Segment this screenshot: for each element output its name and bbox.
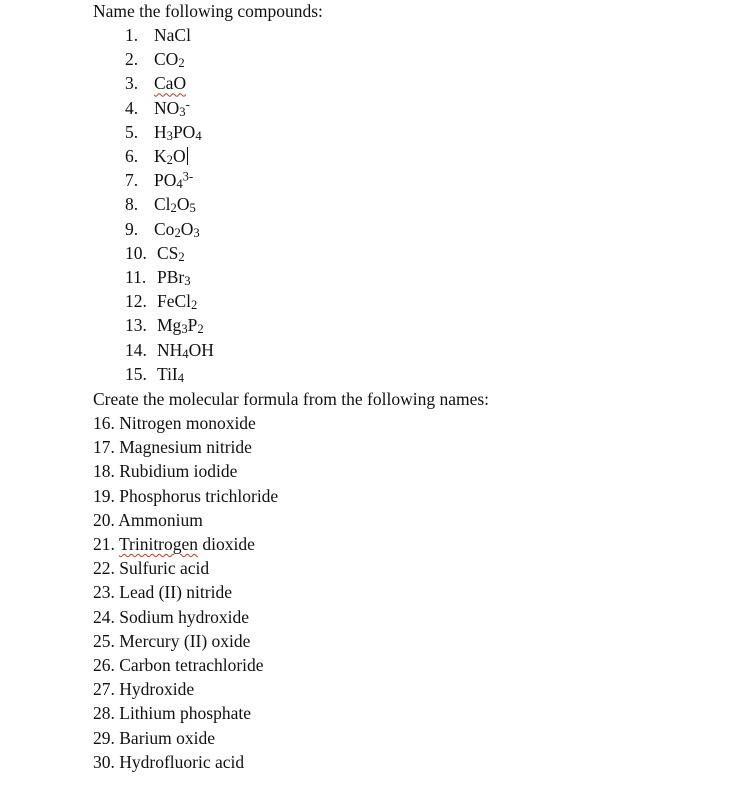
formula-text: Co	[154, 218, 175, 239]
item-number: 13.	[125, 315, 147, 336]
name-item	[93, 558, 209, 578]
compound-item	[125, 25, 191, 45]
compound-name: Sulfuric acid	[119, 558, 210, 579]
formula	[157, 340, 214, 360]
item-number: 26.	[93, 655, 115, 675]
compound-item	[125, 291, 197, 311]
text-cursor	[187, 147, 188, 165]
compound-item	[125, 219, 200, 239]
item-number: 22.	[93, 558, 115, 579]
formula-superscript: 3-	[182, 169, 194, 184]
compound-item	[125, 146, 188, 166]
formula-subscript: 4	[176, 177, 183, 192]
name-item	[93, 486, 278, 506]
formula-text: O	[180, 218, 194, 239]
compound-name: Rubidium iodide	[119, 461, 238, 482]
compound-item	[125, 243, 185, 263]
compound-name: Carbon tetrachloride	[119, 655, 264, 675]
compound-name-rest: dioxide	[198, 534, 255, 554]
item-number: 2.	[125, 49, 139, 70]
item-number: 14.	[125, 339, 147, 360]
compound-item	[125, 340, 214, 360]
item-number: 29.	[93, 727, 115, 748]
compound-item	[125, 267, 191, 287]
formula	[154, 146, 186, 166]
compound-name: Nitrogen monoxide	[119, 413, 256, 433]
formula	[157, 364, 184, 384]
formula-subscript: 3	[193, 225, 200, 240]
formula	[154, 122, 202, 142]
compound-item	[125, 49, 185, 69]
compound-name: Barium oxide	[119, 727, 215, 748]
item-number: 27.	[93, 679, 115, 700]
formula-text: NO	[154, 97, 180, 118]
formula-subscript: 2	[170, 201, 177, 216]
name-item	[93, 534, 255, 554]
compound-name: Sodium hydroxide	[119, 606, 250, 627]
formula-text: PO	[154, 170, 177, 191]
formula	[154, 98, 190, 118]
formula-text: NH	[157, 339, 183, 360]
compound-name: Mercury (II) oxide	[119, 630, 251, 651]
formula-text: OH	[188, 339, 214, 360]
formula-text: PO	[172, 121, 196, 142]
formula-text: Cl	[154, 194, 171, 215]
item-number: 16.	[93, 413, 115, 433]
compound-name: Magnesium nitride	[119, 437, 252, 458]
name-item	[93, 461, 237, 481]
name-item	[93, 703, 251, 723]
name-item	[93, 631, 250, 651]
formula	[154, 49, 185, 69]
compound-item	[125, 122, 202, 142]
formula-subscript: 3	[181, 322, 188, 337]
formula-subscript: 3	[184, 273, 191, 288]
item-number: 18.	[93, 461, 115, 482]
name-item	[93, 510, 203, 530]
item-number: 21.	[93, 534, 115, 554]
name-item	[93, 607, 249, 627]
compound-item	[125, 194, 196, 214]
item-number: 25.	[93, 630, 115, 651]
formula-text: Mg	[157, 315, 182, 336]
formula-text: PBr	[157, 267, 185, 287]
formula-subscript: 3	[179, 104, 186, 119]
formula-text: NaCl	[154, 25, 191, 45]
name-item	[93, 582, 232, 602]
formula-text: CS	[157, 242, 179, 263]
formula-subscript: 2	[178, 249, 185, 264]
item-number: 17.	[93, 437, 115, 458]
compound-name: Phosphorus trichloride	[119, 485, 279, 506]
item-number: 7.	[125, 170, 139, 191]
formula-text: O	[176, 194, 190, 215]
formula-text: K	[154, 146, 167, 166]
formula	[154, 25, 191, 45]
formula-subscript: 4	[182, 346, 189, 361]
formula	[157, 267, 191, 287]
formula-text: P	[187, 315, 198, 336]
formula-subscript: 2	[197, 322, 204, 337]
name-item	[93, 413, 256, 433]
name-item	[93, 679, 194, 699]
item-number: 28.	[93, 703, 115, 724]
formula-text: H	[154, 121, 167, 142]
formula-text: CaO	[154, 73, 187, 94]
item-number: 8.	[125, 194, 139, 215]
formula-subscript: 2	[191, 298, 198, 313]
compound-name: Trinitrogen	[118, 534, 199, 554]
item-number: 10.	[125, 242, 147, 263]
formula-subscript: 2	[178, 56, 185, 71]
item-number: 6.	[125, 146, 139, 166]
compound-item	[125, 98, 190, 118]
item-number: 19.	[93, 485, 115, 506]
name-item	[93, 728, 215, 748]
compound-name: Hydroxide	[119, 679, 195, 700]
item-number: 20.	[93, 509, 115, 530]
formula	[154, 170, 193, 190]
compound-name: Hydrofluoric acid	[119, 751, 245, 772]
item-number: 11.	[125, 267, 147, 287]
formula	[154, 219, 200, 239]
compound-item	[125, 315, 204, 335]
formula-subscript: 5	[189, 201, 196, 216]
item-number: 1.	[125, 25, 139, 45]
item-number: 30.	[93, 751, 115, 772]
formula	[157, 315, 204, 335]
name-item	[93, 752, 244, 772]
item-number: 15.	[125, 363, 147, 384]
item-number: 9.	[125, 218, 139, 239]
compound-item	[125, 364, 184, 384]
formula-subscript: 2	[166, 152, 173, 167]
compound-name: Ammonium	[118, 509, 203, 530]
heading-name-compounds: Name the following compounds:	[93, 1, 323, 21]
formula-subscript: 4	[195, 128, 202, 143]
item-number: 24.	[93, 606, 115, 627]
formula-subscript: 3	[166, 128, 173, 143]
item-number: 12.	[125, 291, 147, 312]
name-item	[93, 655, 264, 675]
item-number: 23.	[93, 582, 115, 603]
compound-item	[125, 170, 193, 190]
compound-item	[125, 73, 186, 93]
name-item	[93, 437, 252, 457]
formula	[157, 291, 197, 311]
item-number: 3.	[125, 73, 139, 94]
formula	[154, 73, 186, 93]
item-number: 4.	[125, 97, 139, 118]
formula-text: TiI	[157, 363, 178, 384]
formula-subscript: 2	[174, 225, 181, 240]
formula	[157, 243, 185, 263]
formula	[154, 194, 196, 214]
formula-subscript: 4	[177, 370, 185, 385]
item-number: 5.	[125, 121, 139, 142]
formula-text: O	[172, 146, 186, 166]
compound-name: Lithium phosphate	[119, 703, 251, 724]
formula-text: CO	[154, 49, 179, 70]
compound-name: Lead (II) nitride	[119, 582, 232, 603]
formula-superscript: -	[185, 96, 190, 111]
heading-molecular-formula: Create the molecular formula from the following names:	[93, 389, 490, 409]
formula-text: FeCl	[157, 291, 192, 312]
